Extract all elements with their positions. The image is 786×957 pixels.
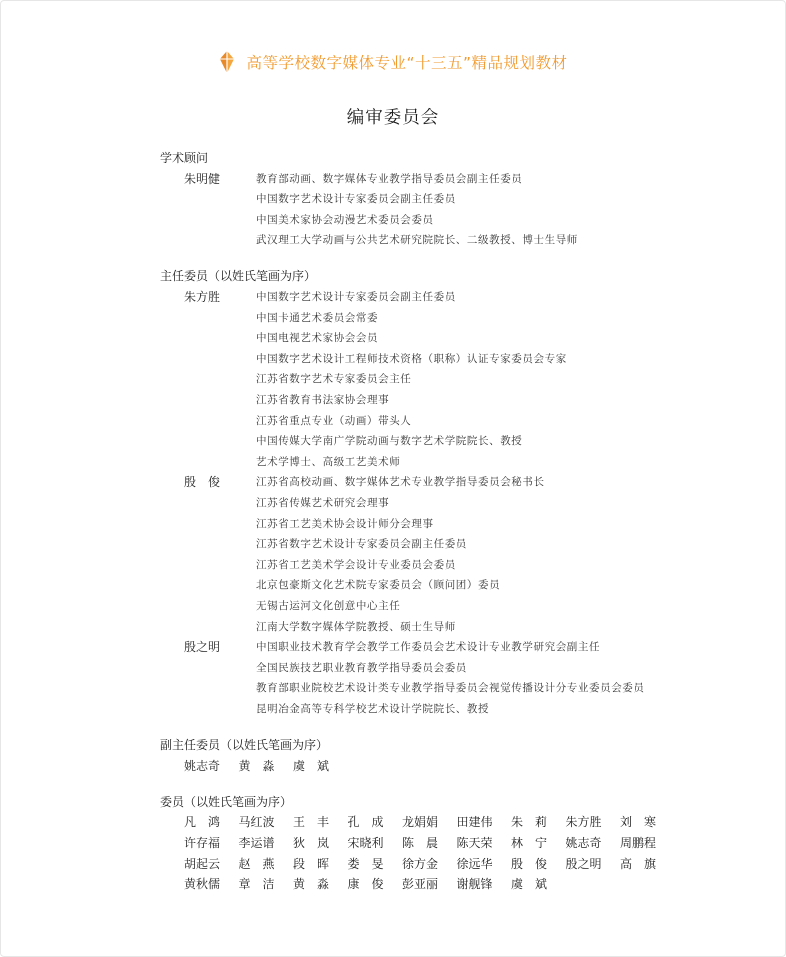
- person-roles: [256, 287, 567, 472]
- vice-chairs-section: [160, 735, 770, 776]
- member-name: 黄 淼: [238, 758, 275, 773]
- role-line: 江苏省传媒艺术研究会理事: [256, 497, 390, 509]
- role-line: 中国卡通艺术委员会常委: [256, 311, 379, 324]
- role-line: 江南大学数字媒体学院教授、硕士生导师: [256, 620, 456, 633]
- member-name: 胡起云: [184, 856, 221, 871]
- member-name: 章 洁: [238, 877, 275, 892]
- committee-section: [160, 148, 770, 251]
- section-heading: 学术顾问: [160, 151, 209, 165]
- series-title: 高等学校数字媒体专业“十三五”精品规划教材: [246, 54, 568, 72]
- name-row: [160, 756, 770, 777]
- member-name: 陈 晨: [402, 835, 439, 850]
- member-name: 段 晖: [293, 856, 330, 871]
- member-name: 徐远华: [456, 856, 493, 871]
- person-roles: [256, 472, 545, 637]
- person-name: 朱明健: [184, 171, 221, 186]
- member-name: 许存福: [184, 835, 221, 850]
- role-line: 教育部动画、数字媒体专业教学指导委员会副主任委员: [256, 172, 523, 185]
- name-row: [160, 833, 770, 854]
- member-name: 朱方胜: [565, 815, 602, 830]
- role-line: 艺术学博士、高级工艺美术师: [256, 455, 401, 468]
- member-name: 姚志奇: [565, 835, 602, 850]
- role-line: 无锡古运河文化创意中心主任: [256, 599, 401, 612]
- section-heading: 副主任委员（以姓氏笔画为序）: [160, 738, 329, 753]
- member-name: 龙娟娟: [402, 815, 439, 830]
- person-name: 殷之明: [184, 640, 221, 655]
- role-line: 武汉理工大学动画与公共艺术研究院院长、二级教授、博士生导师: [256, 234, 578, 247]
- member-name: 娄 旻: [347, 856, 384, 871]
- role-line: 江苏省数字艺术设计专家委员会副主任委员: [256, 538, 467, 551]
- person-roles: [256, 169, 578, 251]
- committee-section: [160, 266, 770, 719]
- role-line: 中国数字艺术设计专家委员会副主任委员: [256, 291, 456, 304]
- committee-list: [160, 148, 770, 910]
- role-line: 昆明冶金高等专科学校艺术设计学院院长、教授: [256, 702, 490, 715]
- member-name: 李运谱: [238, 835, 275, 850]
- role-line: 教育部职业院校艺术设计类专业教学指导委员会视觉传播设计分专业委员会委员: [256, 682, 645, 695]
- member-name: 黄 淼: [293, 877, 330, 892]
- member-name: 彭亚丽: [402, 877, 439, 892]
- member-name: 狄 岚: [293, 835, 330, 850]
- member-name: 殷之明: [565, 856, 602, 871]
- person-name: 殷 俊: [184, 475, 221, 490]
- role-line: 江苏省高校动画、数字媒体艺术专业教学指导委员会秘书长: [256, 476, 545, 489]
- person-entry: [160, 472, 770, 637]
- person-roles: [256, 637, 645, 719]
- role-line: 中国数字艺术设计专家委员会副主任委员: [256, 193, 456, 206]
- role-line: 中国美术家协会动漫艺术委员会委员: [256, 213, 434, 226]
- member-name: 赵 燕: [238, 856, 275, 871]
- book-logo-icon: [218, 50, 236, 74]
- member-name: 朱 莉: [511, 815, 548, 830]
- member-name: 王 丰: [293, 815, 330, 830]
- name-row: [160, 854, 770, 875]
- member-name: 虞 斌: [511, 877, 548, 892]
- role-line: 江苏省工艺美术学会设计专业委员会委员: [256, 558, 456, 571]
- role-line: 中国传媒大学南广学院动画与数字艺术学院院长、教授: [256, 435, 523, 448]
- role-line: 中国职业技术教育学会教学工作委员会艺术设计专业教学研究会副主任: [256, 641, 601, 654]
- page-title: 编审委员会: [346, 108, 440, 128]
- member-name: 徐方金: [402, 856, 439, 871]
- series-header: [0, 50, 786, 74]
- name-row: [160, 812, 770, 833]
- member-name: 凡 鸿: [184, 815, 221, 830]
- member-name: 高 旗: [620, 856, 657, 871]
- member-name: 田建伟: [456, 815, 493, 830]
- role-line: 中国电视艺术家协会会员: [256, 332, 379, 345]
- members-section: [160, 792, 770, 895]
- member-name: 虞 斌: [293, 758, 330, 773]
- role-line: 北京包豪斯文化艺术院专家委员会（顾问团）委员: [256, 579, 501, 592]
- role-line: 江苏省工艺美术协会设计师分会理事: [256, 517, 434, 530]
- member-name: 马红波: [238, 815, 275, 830]
- role-line: 江苏省数字艺术专家委员会主任: [256, 373, 412, 386]
- member-name: 宋晓利: [347, 835, 384, 850]
- person-entry: [160, 287, 770, 472]
- member-name: 林 宁: [511, 835, 548, 850]
- person-entry: [160, 169, 770, 251]
- role-line: 全国民族技艺职业教育教学指导委员会委员: [256, 661, 467, 674]
- section-heading: 主任委员（以姓氏笔画为序）: [160, 269, 317, 284]
- section-heading: 委员（以姓氏笔画为序）: [160, 794, 293, 809]
- role-line: 江苏省重点专业（动画）带头人: [256, 414, 412, 427]
- member-name: 陈天荣: [456, 835, 493, 850]
- member-name: 姚志奇: [184, 758, 221, 773]
- member-name: 周鹏程: [620, 835, 657, 850]
- person-name: 朱方胜: [184, 290, 221, 305]
- member-name: 孔 成: [347, 815, 384, 830]
- member-name: 殷 俊: [511, 856, 548, 871]
- role-line: 中国数字艺术设计工程师技术资格（职称）认证专家委员会专家: [256, 352, 567, 365]
- member-name: 康 俊: [347, 877, 384, 892]
- member-name: 刘 寒: [620, 815, 657, 830]
- member-name: 黄秋儒: [184, 877, 221, 892]
- person-entry: [160, 637, 770, 719]
- role-line: 江苏省教育书法家协会理事: [256, 394, 390, 407]
- member-name: 谢舰锋: [456, 877, 493, 892]
- name-row: [160, 874, 770, 895]
